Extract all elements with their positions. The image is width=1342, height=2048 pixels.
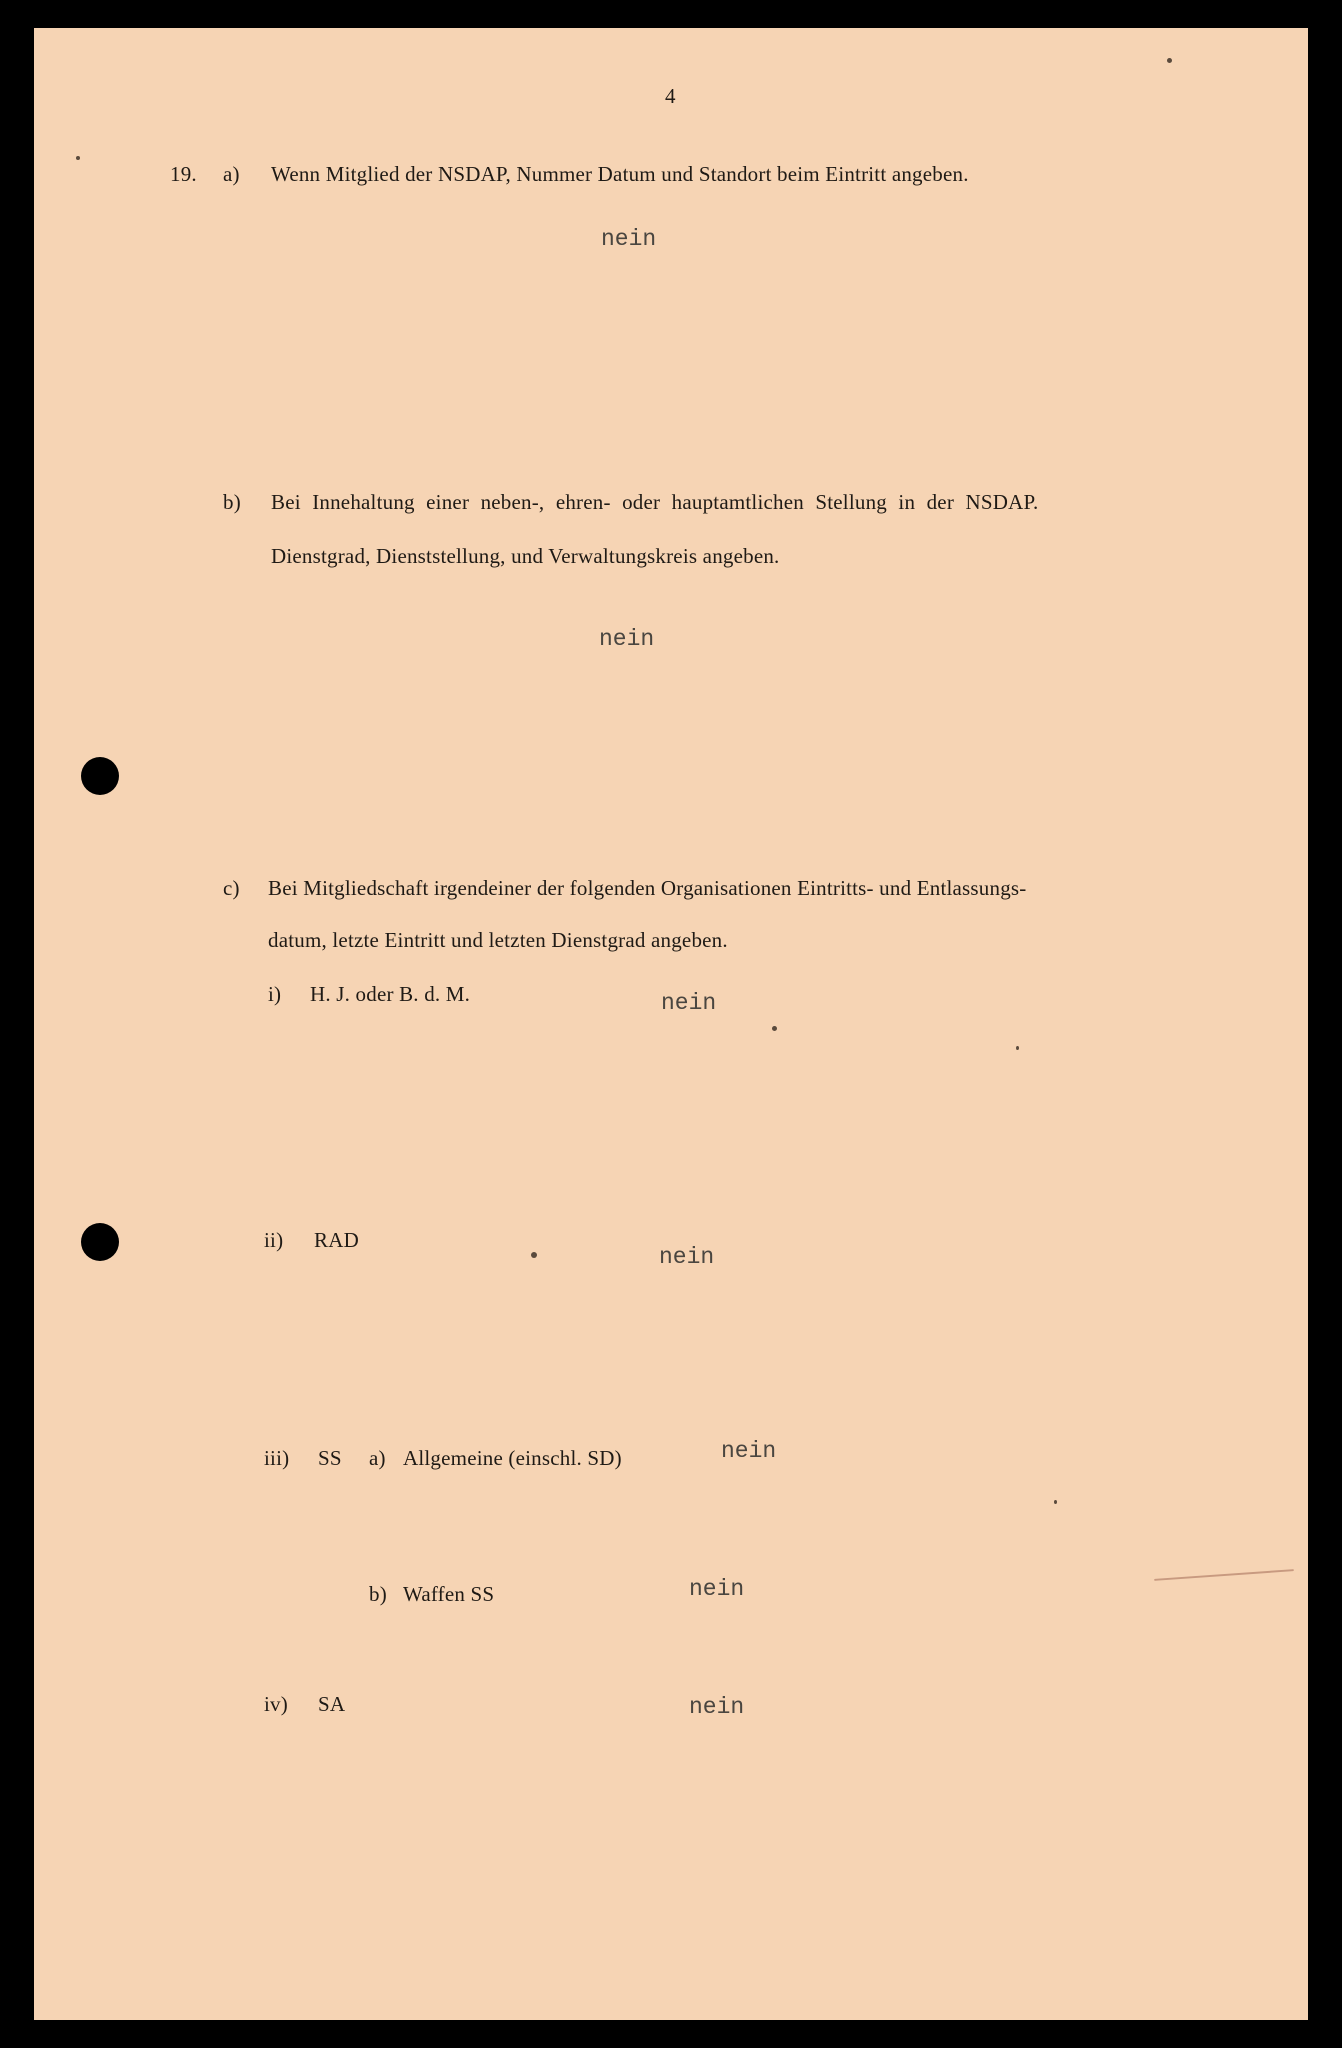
q19a-text: Wenn Mitglied der NSDAP, Nummer Datum und Standort beim Eintritt angeben.: [271, 162, 969, 186]
q19a-label: a): [223, 162, 240, 186]
q19c-label: c): [223, 876, 240, 900]
paper-speck: [772, 1026, 777, 1031]
item-iv-label: iv): [264, 1692, 288, 1716]
item-i-answer: nein: [661, 990, 717, 1016]
q19b-answer: nein: [599, 626, 655, 652]
punch-hole-upper: [81, 757, 119, 795]
q19c-text-line1: Bei Mitgliedschaft irgendeiner der folgenden Organisationen Eintritts- und Entlassungs-: [268, 876, 1027, 900]
item-iii-a-label: a): [369, 1446, 386, 1470]
item-iii-a-answer: nein: [721, 1438, 777, 1464]
item-iii-b-text: Waffen SS: [403, 1582, 495, 1606]
paper-speck: [76, 156, 80, 160]
paper-streak: [1154, 1569, 1294, 1581]
item-i-label: i): [268, 982, 282, 1006]
q19a-answer: nein: [601, 226, 657, 252]
q19b-text-line2: Dienstgrad, Dienststellung, und Verwaltungskreis angeben.: [271, 544, 780, 568]
item-iii-a-text: Allgemeine (einschl. SD): [403, 1446, 622, 1470]
item-iii-b-answer: nein: [689, 1576, 745, 1602]
item-ii-answer: nein: [659, 1244, 715, 1270]
paper-speck: [1054, 1500, 1057, 1504]
paper-speck: [531, 1252, 537, 1258]
document-page: [34, 28, 1308, 2020]
item-ii-text: RAD: [314, 1228, 359, 1252]
item-iv-answer: nein: [689, 1694, 745, 1720]
q19b-label: b): [223, 490, 241, 514]
item-ii-label: ii): [264, 1228, 284, 1252]
page-number: 4: [665, 84, 676, 108]
q19b-text-line1: Bei Innehaltung einer neben-, ehren- oder hauptamtlichen Stellung in der NSDAP.: [271, 490, 1039, 514]
item-iv-text: SA: [318, 1692, 346, 1716]
paper-speck: [1167, 58, 1172, 63]
item-iii-text: SS: [318, 1446, 342, 1470]
item-iii-label: iii): [264, 1446, 290, 1470]
punch-hole-lower: [81, 1223, 119, 1261]
item-iii-b-label: b): [369, 1582, 387, 1606]
question-number: 19.: [170, 162, 197, 186]
item-i-text: H. J. oder B. d. M.: [310, 982, 471, 1006]
q19c-text-line2: datum, letzte Eintritt und letzten Dienstgrad angeben.: [268, 928, 728, 952]
paper-speck: [1016, 1046, 1019, 1050]
